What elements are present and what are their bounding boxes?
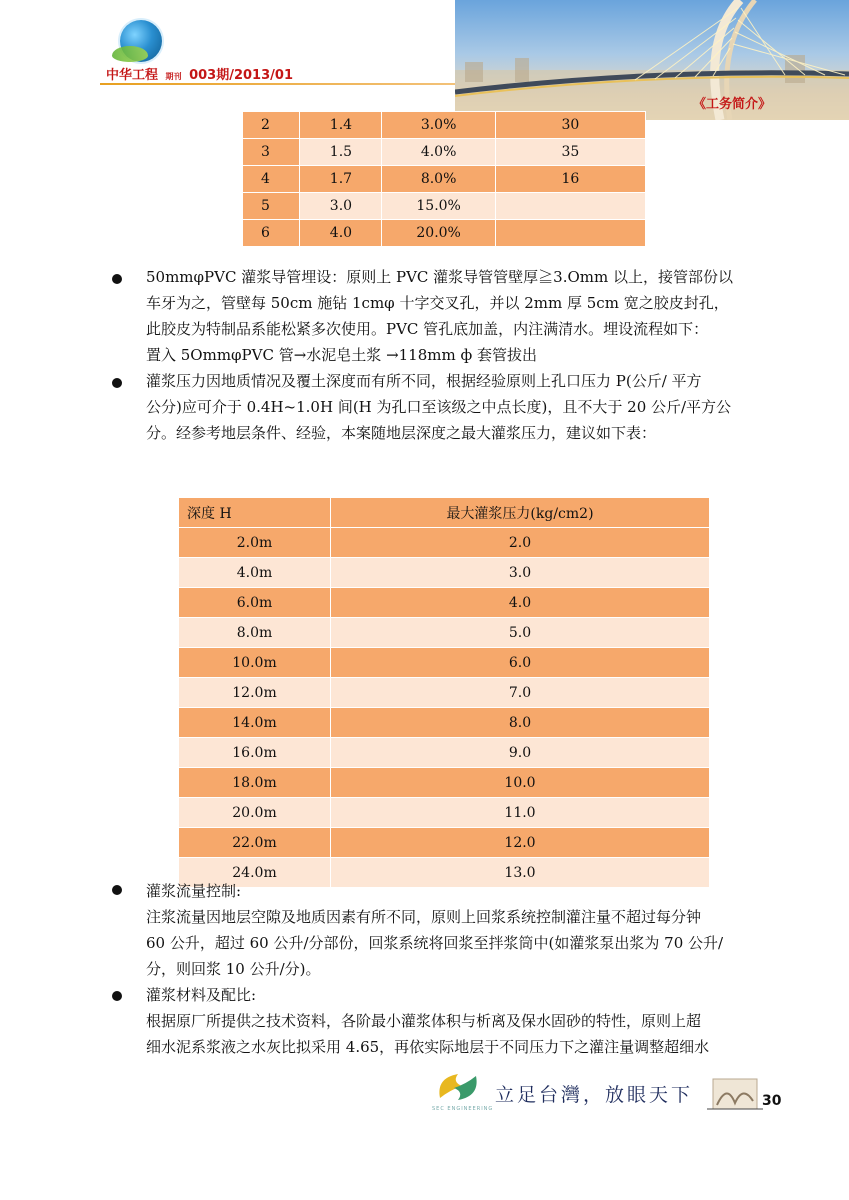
text-line: 车牙为之，管壁每 50cm 施钻 1cmφ 十字交叉孔，并以 2mm 厚 5cm 宽之胶皮封孔， [146,294,729,312]
depth-cell: 8.0m [179,618,331,648]
table-top-body [243,112,646,247]
pressure-cell: 10.0 [331,768,710,798]
depth-cell: 10.0m [179,648,331,678]
depth-cell: 20.0m [179,798,331,828]
bullet-dot-4 [112,991,122,1001]
calligraphy-art-icon [707,1075,763,1111]
table-cell: 4.0% [382,139,495,166]
paragraph-materials [146,982,786,1060]
table-pressure [178,497,710,888]
table-row [179,648,710,678]
bullet-dot-1 [112,274,122,284]
depth-cell: 12.0m [179,678,331,708]
page-number: 30 [762,1093,782,1109]
table-row [179,768,710,798]
text-line: 60 公升，超过 60 公升/分部份，回浆系统将回浆至拌浆筒中(如灌浆泵出浆为 70 公升/ [146,934,724,952]
text-line: 灌浆材料及配比: [146,986,257,1004]
depth-cell: 4.0m [179,558,331,588]
issue-small-label: 期刊 [165,72,182,81]
paragraph-flow-control [146,878,786,982]
company-logo-icon [432,1068,484,1106]
table-pressure-body [179,498,710,888]
table-cell [495,220,645,247]
bullet-dot-3 [112,885,122,895]
depth-cell: 18.0m [179,768,331,798]
table-cell: 4.0 [300,220,382,247]
pressure-cell: 7.0 [331,678,710,708]
magazine-title [106,64,293,83]
leaf-logo-icon [112,46,148,62]
text-line: 灌浆流量控制: [146,882,242,900]
paragraph-pvc-pipe [146,264,786,368]
table-row [179,678,710,708]
text-line: 细水泥系浆液之水灰比拟采用 4.65，再依实际地层于不同压力下之灌注量调整超细水 [146,1038,710,1056]
pressure-cell: 6.0 [331,648,710,678]
table-cell: 30 [495,112,645,139]
logo-subtitle: SEC ENGINEERING [432,1106,494,1112]
magazine-name: 中华工程 [106,68,159,83]
table-cell: 16 [495,166,645,193]
table-row [179,798,710,828]
text-line: 公分)应可介于 0.4H~1.0H 间(H 为孔口至该级之中点长度)，且不大于 20 公斤/平方公 [146,398,732,416]
table-cell: 5 [243,193,300,220]
table-row [179,558,710,588]
pressure-cell: 12.0 [331,828,710,858]
text-line: 50mmφPVC 灌浆导管埋设：原则上 PVC 灌浆导管管壁厚≧3.Omm 以上，接管部份以 [146,268,733,286]
depth-cell: 14.0m [179,708,331,738]
depth-cell: 6.0m [179,588,331,618]
text-line: 分。经参考地层条件、经验，本案随地层深度之最大灌浆压力，建议如下表： [146,424,657,442]
text-line: 根据原厂所提供之技术资料，各阶最小灌浆体积与析离及保水固砂的特性，原则上超 [146,1012,702,1030]
table-cell: 1.5 [300,139,382,166]
table-cell [495,193,645,220]
depth-cell: 2.0m [179,528,331,558]
text-line: 置入 5OmmφPVC 管→水泥皂土浆 →118mm ф 套管拔出 [146,346,537,364]
text-line: 分，则回浆 10 公升/分)。 [146,960,321,978]
section-label: 《工务简介》 [692,97,771,112]
pressure-cell: 8.0 [331,708,710,738]
table-row [243,139,646,166]
paragraph-grout-pressure [146,368,786,446]
table-row [179,828,710,858]
table-cell: 4 [243,166,300,193]
pressure-cell: 3.0 [331,558,710,588]
table-cell: 15.0% [382,193,495,220]
page-header [0,0,849,125]
text-line: 此胶皮为特制品系能松紧多次使用。PVC 管孔底加盖，内注满清水。埋设流程如下： [146,320,709,338]
bullet-dot-2 [112,378,122,388]
table-cell: 20.0% [382,220,495,247]
table-row [179,528,710,558]
table-row [243,166,646,193]
issue-label: 003期/2013/01 [189,68,293,83]
table-cell: 3.0 [300,193,382,220]
table-row [179,618,710,648]
table-cell: 6 [243,220,300,247]
table-cell: 35 [495,139,645,166]
bridge-banner-image [455,0,849,120]
pressure-cell: 4.0 [331,588,710,618]
text-line: 灌浆压力因地质情况及覆土深度而有所不同，根据经验原则上孔口压力 P(公斤/ 平方 [146,372,702,390]
table-cell: 3.0% [382,112,495,139]
footer-slogan: 立足台灣，放眼天下 [495,1084,694,1106]
table-cell: 2 [243,112,300,139]
table-row [243,220,646,247]
pressure-cell: 11.0 [331,798,710,828]
table-top [242,111,646,247]
depth-cell: 24.0m [179,858,331,888]
table-cell: 1.7 [300,166,382,193]
table-row [179,588,710,618]
text-line: 注浆流量因地层空隙及地质因素有所不同，原则上回浆系统控制灌注量不超过每分钟 [146,908,702,926]
table-row [179,738,710,768]
header-cell-depth: 深度 H [179,498,331,528]
pressure-cell: 13.0 [331,858,710,888]
table-row [179,708,710,738]
header-divider [100,83,460,85]
pressure-cell: 5.0 [331,618,710,648]
table-cell: 8.0% [382,166,495,193]
table-row [243,193,646,220]
table-cell: 1.4 [300,112,382,139]
pressure-cell: 2.0 [331,528,710,558]
pressure-cell: 9.0 [331,738,710,768]
table-cell: 3 [243,139,300,166]
depth-cell: 16.0m [179,738,331,768]
table-header-row [179,498,710,528]
depth-cell: 22.0m [179,828,331,858]
table-row [243,112,646,139]
header-cell-pressure: 最大灌浆压力(kg/cm2) [331,498,710,528]
